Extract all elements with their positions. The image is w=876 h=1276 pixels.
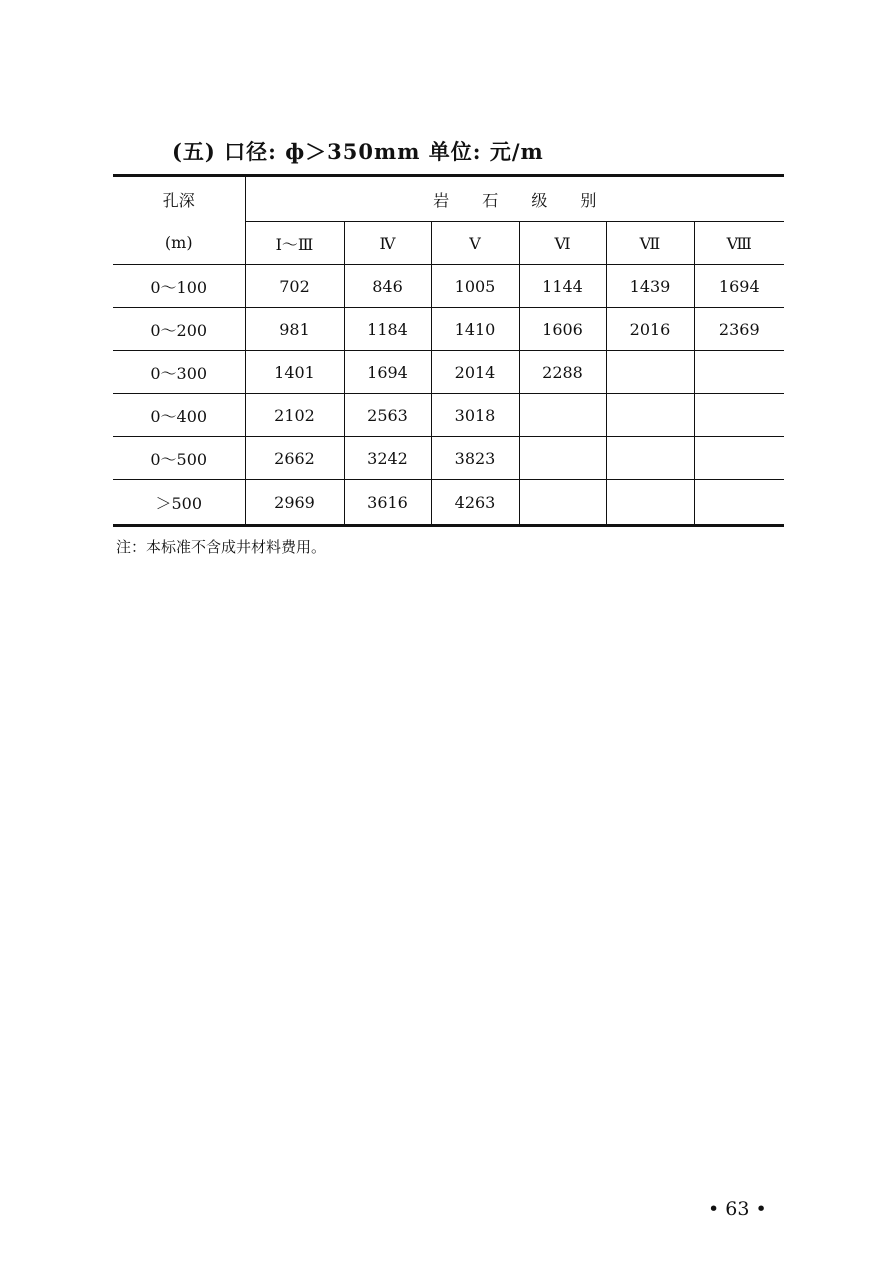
price-cell: 3018: [431, 394, 519, 437]
header-row-1: [113, 176, 784, 222]
price-cell: 2369: [694, 308, 784, 351]
price-cell: 846: [344, 265, 431, 308]
depth-cell: 0～100: [113, 265, 245, 308]
price-cell: 1694: [694, 265, 784, 308]
price-cell: [694, 351, 784, 394]
price-cell: [606, 351, 694, 394]
grade-col-header: Ⅳ: [344, 222, 431, 265]
price-cell: 2102: [245, 394, 344, 437]
price-cell: [606, 480, 694, 526]
grade-col-header: Ⅵ: [519, 222, 606, 265]
price-cell: [519, 480, 606, 526]
price-cell: 2288: [519, 351, 606, 394]
grade-col-header: Ⅴ: [431, 222, 519, 265]
depth-cell: 0～200: [113, 308, 245, 351]
price-cell: [606, 437, 694, 480]
price-cell: 4263: [431, 480, 519, 526]
depth-cell: 0～300: [113, 351, 245, 394]
price-cell: 1694: [344, 351, 431, 394]
price-cell: 1439: [606, 265, 694, 308]
price-table: [113, 174, 784, 527]
table-row: [113, 308, 784, 351]
depth-cell: 0～500: [113, 437, 245, 480]
grade-col-header: Ⅶ: [606, 222, 694, 265]
depth-cell: 0～400: [113, 394, 245, 437]
table-row: [113, 394, 784, 437]
price-cell: [606, 394, 694, 437]
table-row: [113, 265, 784, 308]
depth-unit: (m): [164, 233, 193, 253]
price-cell: 3823: [431, 437, 519, 480]
page-number: • 63 •: [708, 1198, 767, 1220]
table-row: [113, 480, 784, 526]
price-cell: [694, 394, 784, 437]
table-title: (五) 口径: ф＞350mm 单位: 元/m: [172, 139, 544, 164]
price-cell: 3616: [344, 480, 431, 526]
price-cell: [694, 480, 784, 526]
price-cell: 1410: [431, 308, 519, 351]
price-cell: 702: [245, 265, 344, 308]
price-cell: 2969: [245, 480, 344, 526]
grade-col-header: Ⅰ～Ⅲ: [245, 222, 344, 265]
price-cell: 981: [245, 308, 344, 351]
price-cell: 1144: [519, 265, 606, 308]
price-cell: 1005: [431, 265, 519, 308]
price-cell: [694, 437, 784, 480]
table-row: [113, 437, 784, 480]
price-cell: 2014: [431, 351, 519, 394]
price-cell: 1184: [344, 308, 431, 351]
price-cell: 2662: [245, 437, 344, 480]
table-note: 注：本标准不含成井材料费用。: [116, 538, 327, 556]
price-cell: 2016: [606, 308, 694, 351]
price-cell: 2563: [344, 394, 431, 437]
grade-col-header: Ⅷ: [694, 222, 784, 265]
depth-cell: ＞500: [113, 480, 245, 526]
price-cell: [519, 437, 606, 480]
table-row: [113, 351, 784, 394]
grade-header: 岩 石 级 别: [245, 176, 784, 222]
price-cell: 3242: [344, 437, 431, 480]
depth-header: 孔深: [113, 176, 245, 222]
header-row-2: [113, 222, 784, 265]
price-cell: 1401: [245, 351, 344, 394]
price-cell: [519, 394, 606, 437]
price-cell: 1606: [519, 308, 606, 351]
